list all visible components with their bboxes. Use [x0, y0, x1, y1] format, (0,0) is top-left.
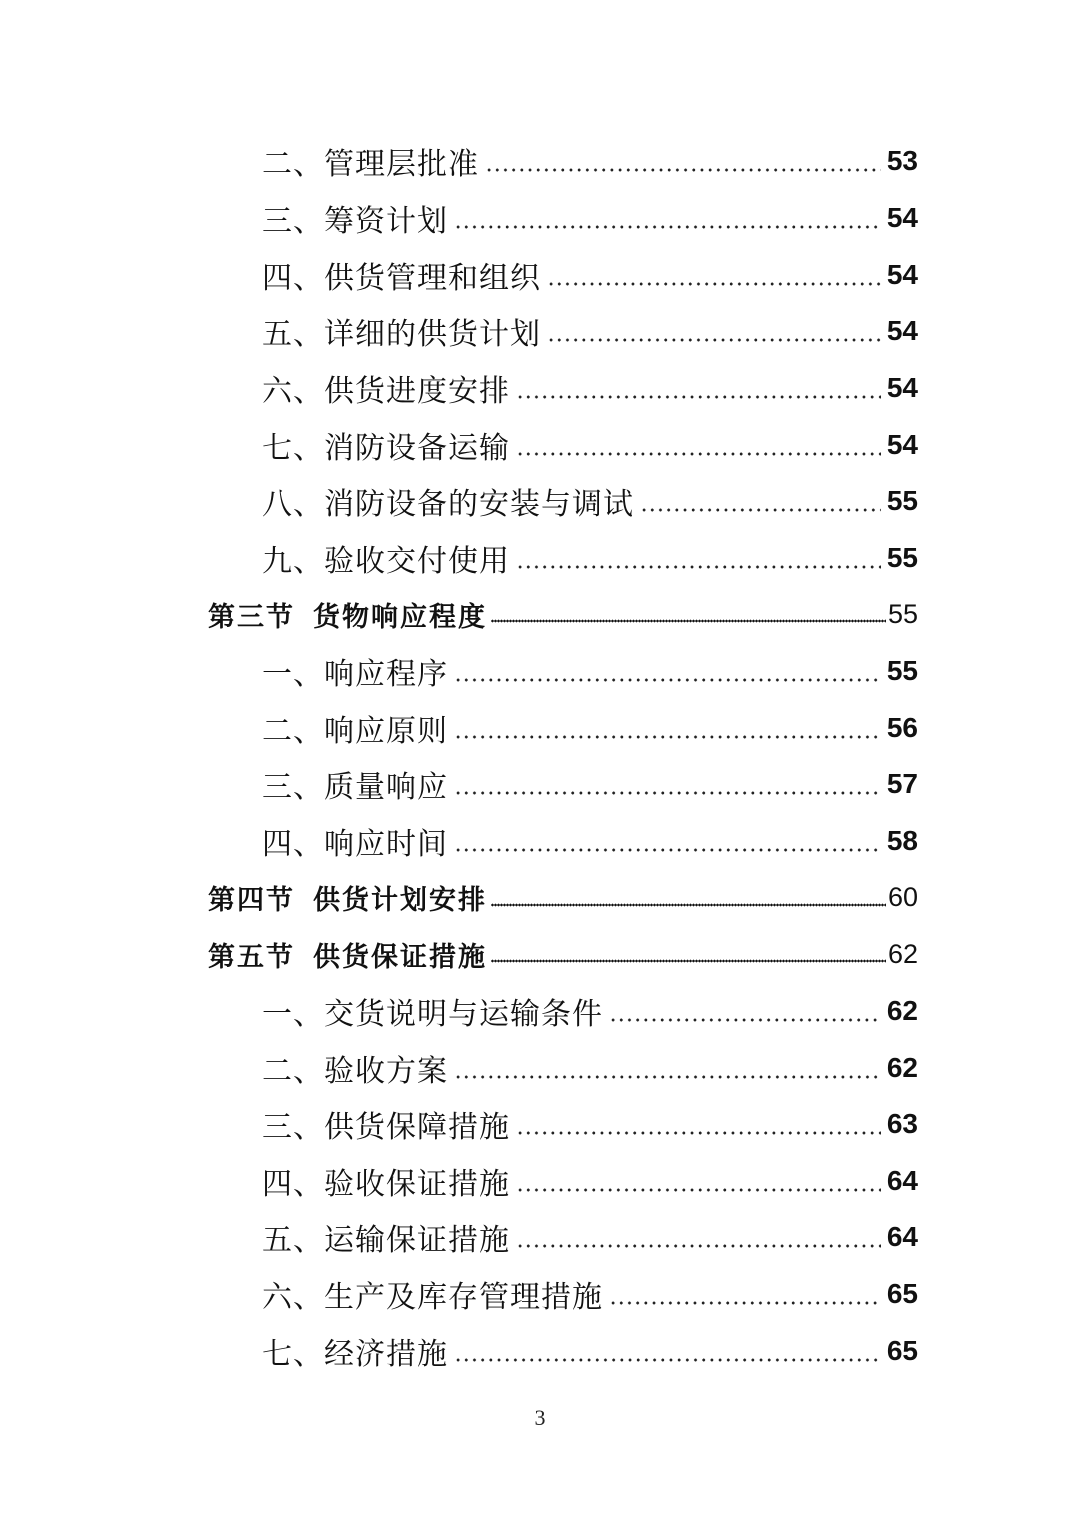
- dot-leader: [516, 1222, 881, 1252]
- toc-entry-title: 四、响应时间: [262, 827, 448, 862]
- toc-entry-title: 七、经济措施: [262, 1336, 448, 1372]
- toc-page-number: 62: [886, 994, 918, 1026]
- toc-subsection-entry[interactable]: [0, 1209, 1080, 1266]
- toc-subsection-entry[interactable]: [0, 699, 1080, 756]
- dot-leader: [485, 146, 881, 176]
- toc-subsection-entry[interactable]: [0, 1039, 1080, 1096]
- dot-leader: [454, 769, 881, 799]
- toc-entry-title: 六、供货进度安排: [262, 373, 510, 409]
- dot-leader: [516, 430, 881, 460]
- toc-subsection-entry[interactable]: [0, 303, 1080, 360]
- toc-page-number: 60: [887, 882, 918, 913]
- toc-entry-title: 一、响应程序: [262, 657, 448, 693]
- toc-entry-title: 三、筹资计划: [262, 203, 448, 239]
- toc-section-entry[interactable]: [0, 586, 1080, 643]
- dot-leader: [491, 939, 886, 969]
- toc-page-number: 62: [886, 1051, 918, 1083]
- toc-entry-title: 二、管理层批准: [262, 147, 479, 183]
- toc-page-number: 58: [886, 825, 918, 856]
- toc-entry-title: 五、详细的供货计划: [262, 317, 541, 353]
- toc-entry-title: 八、消防设备的安装与调试: [262, 487, 634, 523]
- dot-leader: [454, 826, 881, 856]
- toc-section-entry[interactable]: [0, 869, 1080, 926]
- toc-page-number: 64: [886, 1221, 918, 1253]
- toc-page-number: 55: [886, 541, 918, 573]
- toc-section-number: 第五节: [208, 941, 295, 973]
- toc-page-number: 54: [886, 315, 918, 347]
- toc-page-number: 54: [886, 258, 918, 290]
- toc-entry-title: 二、验收方案: [262, 1053, 448, 1089]
- toc-subsection-entry[interactable]: [0, 1153, 1080, 1210]
- toc-entry-title: 四、供货管理和组织: [262, 260, 541, 296]
- toc-entry-title: 七、消防设备运输: [262, 430, 510, 466]
- dot-leader: [491, 599, 886, 629]
- toc-section-number: 第三节: [208, 601, 295, 633]
- toc-subsection-entry[interactable]: [0, 1266, 1080, 1323]
- toc-page-number: 65: [886, 1278, 918, 1310]
- page-number: 3: [534, 1405, 546, 1430]
- dot-leader: [454, 203, 881, 233]
- toc-page-number: 54: [886, 371, 918, 403]
- toc-page-number: 53: [886, 145, 918, 177]
- toc-section-title: 货物响应程度: [313, 601, 487, 633]
- dot-leader: [454, 1053, 881, 1083]
- toc-page-number: 54: [886, 428, 918, 460]
- toc-entry-title: [208, 595, 487, 634]
- toc-page-number: 55: [886, 655, 918, 687]
- toc-section-number: 第四节: [208, 885, 295, 917]
- dot-leader: [516, 543, 881, 573]
- toc-subsection-entry[interactable]: [0, 1096, 1080, 1153]
- toc-page-number: 64: [886, 1164, 918, 1196]
- dot-leader: [609, 996, 881, 1026]
- dot-leader: [516, 1166, 881, 1196]
- dot-leader: [516, 373, 881, 403]
- toc-entry-title: 一、交货说明与运输条件: [262, 996, 603, 1032]
- dot-leader: [491, 883, 886, 913]
- dot-leader: [454, 656, 881, 686]
- table-of-contents: [0, 133, 1080, 1379]
- toc-entry-title: 四、验收保证措施: [262, 1166, 510, 1202]
- toc-entry-title: 六、生产及库存管理措施: [262, 1280, 603, 1316]
- toc-subsection-entry[interactable]: [0, 473, 1080, 530]
- toc-entry-title: 九、验收交付使用: [262, 543, 510, 579]
- toc-page-number: 62: [887, 938, 918, 969]
- toc-page-number: 57: [886, 768, 918, 800]
- dot-leader: [454, 713, 881, 743]
- toc-subsection-entry[interactable]: [0, 190, 1080, 247]
- toc-subsection-entry[interactable]: [0, 529, 1080, 586]
- dot-leader: [609, 1279, 881, 1309]
- toc-subsection-entry[interactable]: [0, 643, 1080, 700]
- toc-section-title: 供货保证措施: [313, 941, 487, 973]
- toc-subsection-entry[interactable]: [0, 246, 1080, 303]
- toc-entry-title: 五、运输保证措施: [262, 1223, 510, 1259]
- toc-section-title: 供货计划安排: [313, 885, 487, 917]
- toc-subsection-entry[interactable]: [0, 360, 1080, 417]
- toc-page-number: 56: [886, 711, 918, 743]
- toc-subsection-entry[interactable]: [0, 133, 1080, 190]
- toc-subsection-entry[interactable]: [0, 1322, 1080, 1379]
- toc-page-number: 65: [886, 1334, 918, 1366]
- toc-page-number: 55: [887, 598, 918, 629]
- toc-entry-title: 二、响应原则: [262, 713, 448, 749]
- toc-entry-title: 三、质量响应: [262, 770, 448, 806]
- dot-leader: [454, 1336, 881, 1366]
- toc-subsection-entry[interactable]: [0, 416, 1080, 473]
- dot-leader: [547, 316, 881, 346]
- toc-subsection-entry[interactable]: [0, 756, 1080, 813]
- toc-entry-title: [208, 935, 487, 974]
- dot-leader: [547, 260, 881, 290]
- toc-page-number: 63: [886, 1108, 918, 1140]
- toc-entry-title: [208, 878, 487, 917]
- dot-leader: [516, 1109, 881, 1139]
- toc-page-number: 55: [886, 485, 918, 517]
- toc-section-entry[interactable]: [0, 926, 1080, 983]
- toc-subsection-entry[interactable]: [0, 983, 1080, 1040]
- toc-subsection-entry[interactable]: [0, 813, 1080, 870]
- dot-leader: [640, 486, 881, 516]
- toc-page-number: 54: [886, 201, 918, 233]
- toc-entry-title: 三、供货保障措施: [262, 1110, 510, 1146]
